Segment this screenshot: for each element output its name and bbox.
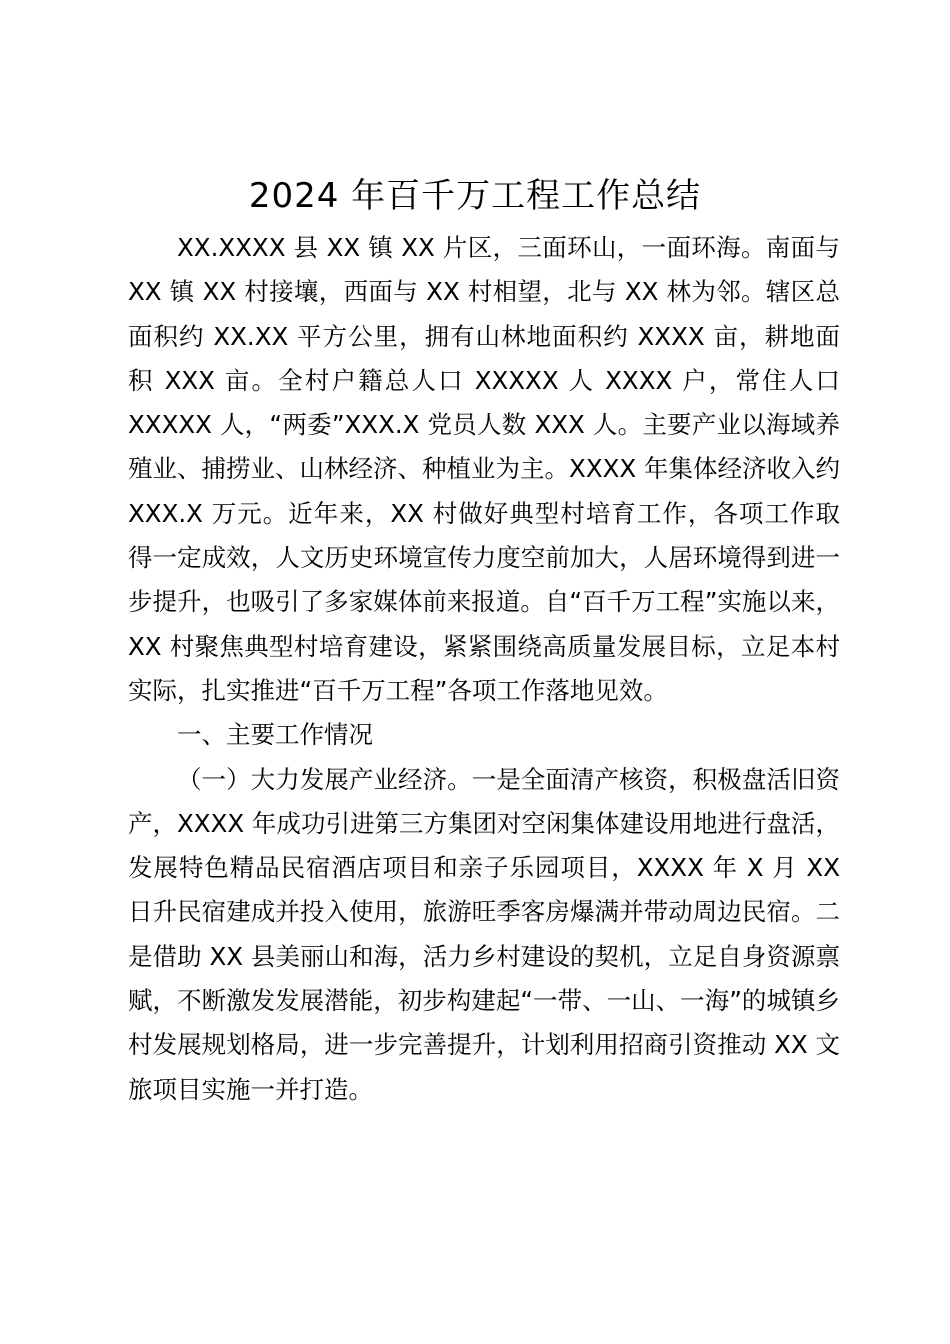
document-title: 2024 年百千万工程工作总结 — [248, 176, 702, 216]
document-body — [128, 226, 840, 1112]
paragraph-overview: XX.XXXX 县 XX 镇 XX 片区，三面环山，一面环海。南面与 XX 镇 XX 村接壤，西面与 XX 村相望，北与 XX 林为邻。辖区总面积约 XX.XX 平方公里，拥有山林地面积约 XXXX 亩，耕地面积 XXX 亩。全村户籍总人口 XXXXX 人 XXXX 户，常住人口 XXXXX 人，“两委”XXX.X 党员人数 XXX 人。主要产业以海域养殖业、捕捞业、山林经济、种植业为主。XXXX 年集体经济收入约 XXX.X 万元。近年来，XX 村做好典型村培育工作，各项工作取得一定成效，人文历史环境宣传力度空前加大，人居环境得到进一步提升，也吸引了多家媒体前来报道。自“百千万工程”实施以来，XX 村聚焦典型村培育建设，紧紧围绕高质量发展目标，立足本村实际，扎实推进“百千万工程”各项工作落地见效。 — [128, 233, 840, 705]
paragraph-industry-economy: （一）大力发展产业经济。一是全面清产核资，积极盘活旧资产，XXXX 年成功引进第三方集团对空闲集体建设用地进行盘活，发展特色精品民宿酒店项目和亲子乐园项目，XXXX 年 X 月 XX 日升民宿建成并投入使用，旅游旺季客房爆满并带动周边民宿。二是借助 XX 县美丽山和海，活力乡村建设的契机，立足自身资源禀赋，不断激发发展潜能，初步构建起“一带、一山、一海”的城镇乡村发展规划格局，进一步完善提升，计划利用招商引资推动 XX 文旅项目实施一并打造。 — [128, 764, 840, 1104]
section-heading-main-work: 一、主要工作情况 — [177, 720, 373, 750]
